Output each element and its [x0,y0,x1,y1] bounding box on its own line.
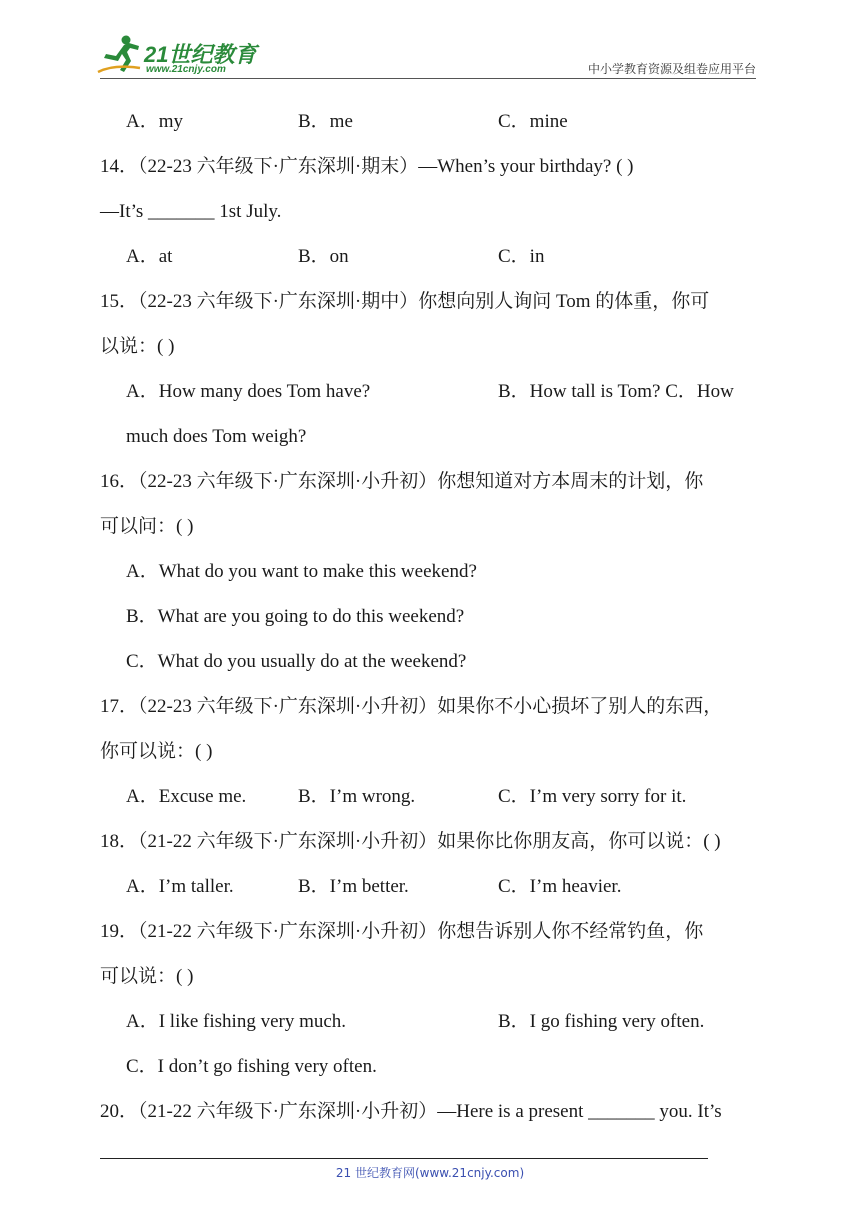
option-13-a: A．my [126,111,184,132]
question-20: 20．（21-22 六年级下·广东深圳·小升初）—Here is a present _______ you. It’s [100,1101,722,1122]
option-13-b: B．me [298,111,353,132]
option-17-b: B．I’m wrong. [298,786,416,807]
question-18: 18．（21-22 六年级下·广东深圳·小升初）如果你比你朋友高，你可以说：( ) [100,831,721,852]
runner-icon [96,34,142,74]
question-16-cont: 可以问：( ) [100,516,194,537]
question-15: 15．（22-23 六年级下·广东深圳·期中）你想向别人询问 Tom 的体重，你可 [100,291,710,312]
logo-url: www.21cnjy.com [146,64,226,75]
footer-link[interactable]: 21 世纪教育网(www.21cnjy.com) [335,1166,525,1180]
option-13-c: C．mine [498,111,568,132]
question-19: 19．（21-22 六年级下·广东深圳·小升初）你想告诉别人你不经常钓鱼，你 [100,921,704,942]
option-17-a: A．Excuse me. [126,786,247,807]
footer-divider [100,1158,708,1159]
option-16-b: B．What are you going to do this weekend? [126,606,465,627]
question-16: 16．（22-23 六年级下·广东深圳·小升初）你想知道对方本周末的计划，你 [100,471,704,492]
option-18-c: C．I’m heavier. [498,876,622,897]
option-15-a: A．How many does Tom have? [126,381,371,402]
question-17: 17．（22-23 六年级下·广东深圳·小升初）如果你不小心损坏了别人的东西， [100,696,723,717]
option-19-c: C．I don’t go fishing very often. [126,1056,377,1077]
option-18-b: B．I’m better. [298,876,409,897]
option-15-b: B．How tall is Tom? C．How [498,381,734,402]
option-15-c: much does Tom weigh? [126,426,307,447]
header-divider [100,78,756,79]
option-19-b: B．I go fishing very often. [498,1011,705,1032]
option-14-c: C．in [498,246,545,267]
page-header [0,0,860,80]
option-14-b: B．on [298,246,349,267]
question-17-cont: 你可以说：( ) [100,741,213,762]
logo-text: 21世纪教育 [144,42,257,67]
option-17-c: C．I’m very sorry for it. [498,786,687,807]
question-14: 14．（22-23 六年级下·广东深圳·期末）—When’s your birthday? ( ) [100,156,634,177]
option-19-a: A．I like fishing very much. [126,1011,347,1032]
question-14-cont: —It’s _______ 1st July. [100,201,282,222]
option-14-a: A．at [126,246,173,267]
option-16-c: C．What do you usually do at the weekend? [126,651,467,672]
question-15-cont: 以说：( ) [100,336,175,357]
option-18-a: A．I’m taller. [126,876,234,897]
header-platform-text: 中小学教育资源及组卷应用平台 [587,62,756,76]
option-16-a: A．What do you want to make this weekend? [126,561,477,582]
question-19-cont: 可以说：( ) [100,966,194,987]
site-logo [96,34,266,78]
